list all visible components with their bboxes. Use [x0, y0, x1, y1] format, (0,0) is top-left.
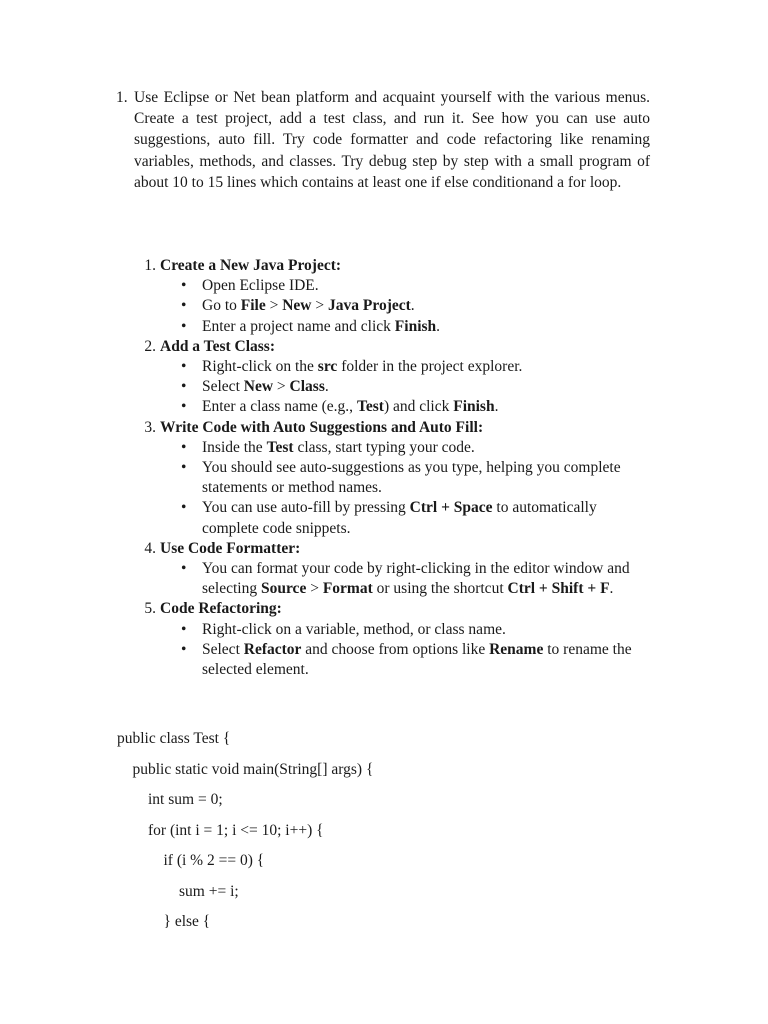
step-number: 2.	[144, 337, 156, 355]
bold-term: src	[317, 358, 338, 376]
step-number: 5.	[144, 600, 156, 618]
bullet-text: >	[265, 297, 283, 315]
bullet-dot-icon: •	[181, 358, 187, 376]
bullet-dot-icon: •	[181, 640, 187, 658]
code-line: if (i % 2 == 0) {	[117, 852, 265, 869]
step-4	[136, 539, 656, 600]
bullet-text: Select	[202, 378, 244, 396]
bullet-item	[136, 397, 656, 417]
bullet-item	[136, 458, 656, 498]
bullet-dot-icon: •	[181, 620, 187, 638]
task-paragraph	[116, 87, 650, 193]
bullet-dot-icon: •	[181, 277, 187, 295]
steps-list	[136, 256, 656, 680]
bullet-text: You can format your code by right-clicking in the editor window and selecting	[202, 560, 630, 598]
bullet-dot-icon: •	[181, 560, 187, 578]
bullet-text: >	[306, 580, 323, 598]
bullet-item	[136, 276, 656, 296]
bullet-dot-icon: •	[181, 317, 187, 335]
bullet-item	[136, 296, 656, 316]
bullet-dot-icon: •	[181, 378, 187, 396]
bold-term: Ctrl + Shift + F	[507, 580, 610, 598]
bullet-item	[136, 438, 656, 458]
code-line: } else {	[117, 913, 211, 930]
bullet-text: to automatically complete code snippets.	[202, 499, 597, 537]
step-title: Write Code with Auto Suggestions and Auto Fill:	[160, 418, 484, 436]
bold-term: Finish	[394, 317, 437, 335]
bullet-item	[136, 377, 656, 397]
bullet-text: class, start typing your code.	[293, 438, 475, 456]
bullet-text: .	[494, 398, 499, 416]
bullet-text: Select	[202, 640, 244, 658]
bullet-text: ) and click	[383, 398, 454, 416]
bold-term: File	[240, 297, 266, 315]
bullet-list	[136, 620, 656, 681]
step-2	[136, 337, 656, 418]
bullet-text: .	[324, 378, 329, 396]
bullet-dot-icon: •	[181, 459, 187, 477]
code-listing	[117, 724, 373, 938]
bullet-text: >	[311, 297, 328, 315]
bullet-dot-icon: •	[181, 499, 187, 517]
bullet-text: and choose from options like	[301, 640, 490, 658]
bold-term: Format	[322, 580, 373, 598]
bold-term: New	[243, 378, 274, 396]
step-title: Use Code Formatter:	[160, 539, 301, 557]
bullet-item	[136, 498, 656, 538]
step-number: 4.	[144, 539, 156, 557]
step-title: Code Refactoring:	[160, 600, 282, 618]
bullet-text: Inside the	[202, 438, 267, 456]
bullet-text: .	[609, 580, 614, 598]
bold-term: Java Project	[328, 297, 411, 315]
step-5	[136, 599, 656, 680]
bullet-dot-icon: •	[181, 398, 187, 416]
bullet-item	[136, 559, 656, 599]
step-title: Create a New Java Project:	[160, 257, 342, 274]
bullet-text: Right-click on a variable, method, or class name.	[202, 620, 506, 638]
bullet-text: folder in the project explorer.	[337, 358, 523, 376]
step-3	[136, 418, 656, 539]
bold-term: Class	[289, 378, 325, 396]
bullet-text: You can use auto-fill by pressing	[202, 499, 410, 517]
bullet-text: Right-click on the	[202, 358, 318, 376]
bullet-text: You should see auto-suggestions as you type, helping you complete statements or method names.	[202, 459, 621, 497]
bold-term: Refactor	[243, 640, 302, 658]
bullet-text: or using the shortcut	[372, 580, 508, 598]
bullet-text: Open Eclipse IDE.	[202, 277, 319, 295]
code-line: public static void main(String[] args) {	[117, 760, 374, 778]
code-line: for (int i = 1; i <= 10; i++) {	[117, 821, 324, 839]
step-1	[136, 256, 656, 337]
bullet-text: .	[410, 297, 415, 315]
bullet-item	[136, 357, 656, 377]
code-line: int sum = 0;	[117, 791, 223, 808]
bullet-list	[136, 357, 656, 418]
bullet-text: .	[436, 317, 441, 335]
bullet-text: Go to	[202, 297, 241, 315]
bullet-text: Enter a class name (e.g.,	[202, 398, 357, 416]
bullet-list	[136, 438, 656, 539]
code-line: public class Test {	[117, 730, 231, 747]
bullet-item	[136, 317, 656, 337]
task-text: Use Eclipse or Net bean platform and acquaint yourself with the various menus. Create a test project, add a test class, and run it. See how you can use auto suggestions, auto fill. Try code formatter and code refactoring like renaming variables, methods, and classes. Try debug step by step with a small program of about 10 to 15 lines which contains at least one if else conditionand a for loop.	[134, 89, 650, 191]
step-number: 1.	[144, 257, 156, 274]
step-title: Add a Test Class:	[160, 337, 275, 355]
bullet-list	[136, 559, 656, 599]
code-line: sum += i;	[117, 882, 239, 900]
bullet-item	[136, 640, 656, 680]
bullet-dot-icon: •	[181, 438, 187, 456]
step-number: 3.	[144, 418, 156, 436]
task-number: 1.	[116, 89, 128, 106]
bold-term: Test	[356, 398, 384, 416]
bullet-list	[136, 276, 656, 337]
bold-term: Ctrl + Space	[409, 499, 493, 517]
bold-term: Test	[266, 438, 294, 456]
bullet-dot-icon: •	[181, 297, 187, 315]
bullet-item	[136, 620, 656, 640]
bullet-text: >	[273, 378, 290, 396]
bold-term: Source	[260, 580, 307, 598]
bold-term: Rename	[489, 640, 544, 658]
bold-term: Finish	[453, 398, 495, 416]
bullet-text: Enter a project name and click	[202, 317, 395, 335]
bold-term: New	[282, 297, 312, 315]
bullet-text: to rename the selected element.	[202, 640, 632, 679]
